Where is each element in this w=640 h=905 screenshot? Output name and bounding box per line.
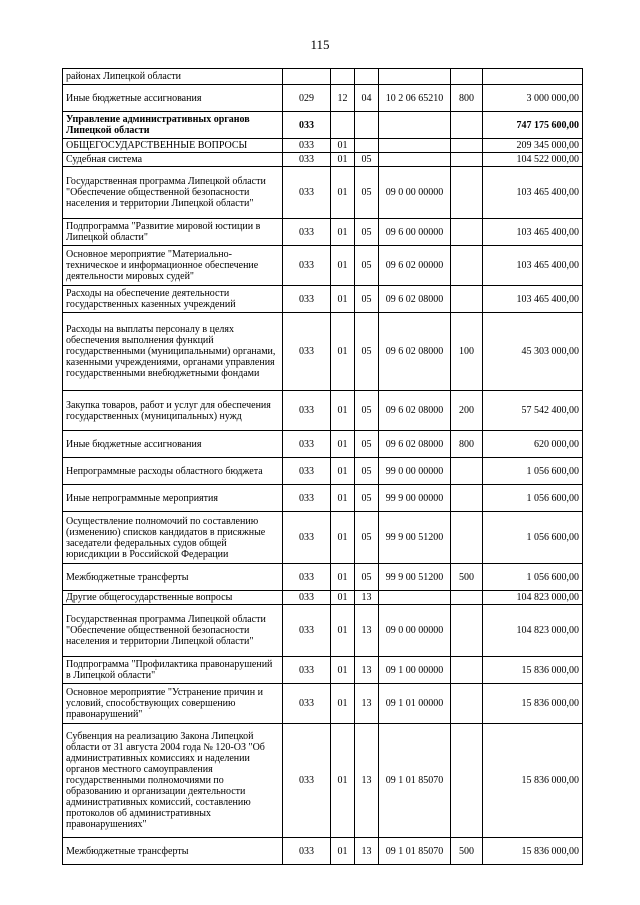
expense-type-code	[451, 139, 483, 153]
section-code: 01	[331, 591, 355, 605]
target-code	[379, 69, 451, 85]
subsection-code	[355, 69, 379, 85]
target-code	[379, 591, 451, 605]
row-name: Основное мероприятие "Устранение причин и условий, способствующих совершению правонарушений"	[63, 684, 283, 724]
target-code: 09 0 00 00000	[379, 605, 451, 657]
row-name: Государственная программа Липецкой области "Обеспечение общественной безопасности населения и территории Липецкой области"	[63, 605, 283, 657]
subsection-code: 05	[355, 564, 379, 591]
section-code: 01	[331, 512, 355, 564]
target-code: 99 9 00 51200	[379, 512, 451, 564]
amount: 1 056 600,00	[483, 458, 583, 485]
row-name: Закупка товаров, работ и услуг для обеспечения государственных (муниципальных) нужд	[63, 391, 283, 431]
page-number: 115	[310, 37, 330, 52]
expense-type-code: 500	[451, 564, 483, 591]
table-row	[63, 246, 583, 286]
table-row	[63, 591, 583, 605]
amount: 104 823 000,00	[483, 591, 583, 605]
section-code	[331, 112, 355, 139]
table-row	[63, 564, 583, 591]
ministry-code: 033	[283, 591, 331, 605]
section-code: 01	[331, 167, 355, 219]
table-row	[63, 458, 583, 485]
subsection-code: 05	[355, 153, 379, 167]
table-row	[63, 684, 583, 724]
amount: 1 056 600,00	[483, 512, 583, 564]
table-row	[63, 85, 583, 112]
ministry-code: 033	[283, 139, 331, 153]
ministry-code	[283, 69, 331, 85]
table-row	[63, 485, 583, 512]
amount: 103 465 400,00	[483, 246, 583, 286]
ministry-code: 033	[283, 153, 331, 167]
row-name: Непрограммные расходы областного бюджета	[63, 458, 283, 485]
ministry-code: 029	[283, 85, 331, 112]
ministry-code: 033	[283, 564, 331, 591]
target-code: 09 1 01 85070	[379, 838, 451, 865]
amount: 15 836 000,00	[483, 684, 583, 724]
section-code: 01	[331, 458, 355, 485]
expense-type-code: 200	[451, 391, 483, 431]
ministry-code: 033	[283, 458, 331, 485]
amount: 620 000,00	[483, 431, 583, 458]
target-code: 09 1 01 85070	[379, 724, 451, 838]
amount: 15 836 000,00	[483, 724, 583, 838]
budget-table	[62, 68, 583, 865]
target-code: 09 6 02 08000	[379, 431, 451, 458]
target-code	[379, 112, 451, 139]
amount: 15 836 000,00	[483, 657, 583, 684]
amount: 1 056 600,00	[483, 485, 583, 512]
subsection-code: 13	[355, 605, 379, 657]
table-row	[63, 167, 583, 219]
subsection-code: 13	[355, 591, 379, 605]
ministry-code: 033	[283, 512, 331, 564]
section-code: 01	[331, 286, 355, 313]
amount: 103 465 400,00	[483, 167, 583, 219]
amount: 45 303 000,00	[483, 313, 583, 391]
expense-type-code	[451, 512, 483, 564]
section-code: 01	[331, 485, 355, 512]
section-code: 01	[331, 313, 355, 391]
ministry-code: 033	[283, 286, 331, 313]
amount: 57 542 400,00	[483, 391, 583, 431]
expense-type-code	[451, 657, 483, 684]
row-name: Субвенция на реализацию Закона Липецкой области от 31 августа 2004 года № 120-ОЗ "Об административных комиссиях и наделении органов местного самоуправления государственными полномочиями по образованию и организации деятельности административных комиссий, составлению протоколов об административных правонарушениях"	[63, 724, 283, 838]
target-code: 99 9 00 51200	[379, 564, 451, 591]
row-name: Другие общегосударственные вопросы	[63, 591, 283, 605]
ministry-code: 033	[283, 431, 331, 458]
target-code	[379, 139, 451, 153]
subsection-code: 05	[355, 458, 379, 485]
subsection-code: 13	[355, 838, 379, 865]
expense-type-code: 800	[451, 85, 483, 112]
table-row	[63, 512, 583, 564]
target-code: 09 0 00 00000	[379, 167, 451, 219]
ministry-code: 033	[283, 167, 331, 219]
row-name: Подпрограмма "Развитие мировой юстиции в Липецкой области"	[63, 219, 283, 246]
ministry-code: 033	[283, 838, 331, 865]
subsection-code	[355, 139, 379, 153]
subsection-code: 05	[355, 485, 379, 512]
table-row	[63, 313, 583, 391]
table-row	[63, 838, 583, 865]
section-code: 01	[331, 657, 355, 684]
row-name: ОБЩЕГОСУДАРСТВЕННЫЕ ВОПРОСЫ	[63, 139, 283, 153]
target-code: 09 1 00 00000	[379, 657, 451, 684]
subsection-code: 13	[355, 684, 379, 724]
row-name: Иные бюджетные ассигнования	[63, 85, 283, 112]
section-code: 01	[331, 246, 355, 286]
ministry-code: 033	[283, 112, 331, 139]
subsection-code: 05	[355, 313, 379, 391]
subsection-code: 05	[355, 246, 379, 286]
expense-type-code: 800	[451, 431, 483, 458]
amount: 104 522 000,00	[483, 153, 583, 167]
target-code: 09 6 00 00000	[379, 219, 451, 246]
ministry-code: 033	[283, 657, 331, 684]
table-row	[63, 724, 583, 838]
section-code: 01	[331, 139, 355, 153]
table-row	[63, 139, 583, 153]
section-code: 01	[331, 431, 355, 458]
expense-type-code	[451, 219, 483, 246]
amount: 104 823 000,00	[483, 605, 583, 657]
target-code: 09 6 02 08000	[379, 391, 451, 431]
section-code: 01	[331, 605, 355, 657]
expense-type-code	[451, 724, 483, 838]
table-row	[63, 153, 583, 167]
subsection-code: 05	[355, 167, 379, 219]
row-name: районах Липецкой области	[63, 69, 283, 85]
table-row	[63, 69, 583, 85]
target-code: 99 9 00 00000	[379, 485, 451, 512]
amount: 15 836 000,00	[483, 838, 583, 865]
subsection-code: 05	[355, 391, 379, 431]
amount: 747 175 600,00	[483, 112, 583, 139]
expense-type-code: 500	[451, 838, 483, 865]
amount: 1 056 600,00	[483, 564, 583, 591]
ministry-code: 033	[283, 684, 331, 724]
table-row	[63, 391, 583, 431]
expense-type-code	[451, 286, 483, 313]
target-code	[379, 153, 451, 167]
row-name: Управление административных органов Липецкой области	[63, 112, 283, 139]
row-name: Подпрограмма "Профилактика правонарушений в Липецкой области"	[63, 657, 283, 684]
row-name: Иные непрограммные мероприятия	[63, 485, 283, 512]
ministry-code: 033	[283, 246, 331, 286]
amount: 209 345 000,00	[483, 139, 583, 153]
section-code: 01	[331, 153, 355, 167]
ministry-code: 033	[283, 605, 331, 657]
expense-type-code	[451, 684, 483, 724]
subsection-code: 13	[355, 657, 379, 684]
subsection-code: 05	[355, 512, 379, 564]
section-code: 01	[331, 564, 355, 591]
table-row	[63, 605, 583, 657]
expense-type-code	[451, 605, 483, 657]
section-code	[331, 69, 355, 85]
amount: 3 000 000,00	[483, 85, 583, 112]
subsection-code: 04	[355, 85, 379, 112]
amount: 103 465 400,00	[483, 286, 583, 313]
section-code: 01	[331, 838, 355, 865]
subsection-code: 05	[355, 286, 379, 313]
ministry-code: 033	[283, 485, 331, 512]
row-name: Государственная программа Липецкой области "Обеспечение общественной безопасности населения и территории Липецкой области"	[63, 167, 283, 219]
table-row	[63, 431, 583, 458]
amount: 103 465 400,00	[483, 219, 583, 246]
expense-type-code	[451, 153, 483, 167]
target-code: 10 2 06 65210	[379, 85, 451, 112]
target-code: 99 0 00 00000	[379, 458, 451, 485]
subsection-code: 05	[355, 219, 379, 246]
row-name: Расходы на выплаты персоналу в целях обеспечения выполнения функций государственными (муниципальными) органами, казенными учреждениями, органами управления государственными внебюджетными фондами	[63, 313, 283, 391]
target-code: 09 1 01 00000	[379, 684, 451, 724]
expense-type-code	[451, 246, 483, 286]
table-row	[63, 286, 583, 313]
row-name: Межбюджетные трансферты	[63, 838, 283, 865]
expense-type-code	[451, 591, 483, 605]
subsection-code	[355, 112, 379, 139]
section-code: 12	[331, 85, 355, 112]
row-name: Иные бюджетные ассигнования	[63, 431, 283, 458]
section-code: 01	[331, 391, 355, 431]
table-row	[63, 219, 583, 246]
subsection-code: 05	[355, 431, 379, 458]
table-row	[63, 112, 583, 139]
expense-type-code	[451, 69, 483, 85]
target-code: 09 6 02 00000	[379, 246, 451, 286]
ministry-code: 033	[283, 219, 331, 246]
section-code: 01	[331, 684, 355, 724]
row-name: Межбюджетные трансферты	[63, 564, 283, 591]
section-code: 01	[331, 724, 355, 838]
expense-type-code	[451, 485, 483, 512]
row-name: Расходы на обеспечение деятельности государственных казенных учреждений	[63, 286, 283, 313]
expense-type-code	[451, 167, 483, 219]
ministry-code: 033	[283, 391, 331, 431]
target-code: 09 6 02 08000	[379, 313, 451, 391]
expense-type-code	[451, 458, 483, 485]
subsection-code: 13	[355, 724, 379, 838]
section-code: 01	[331, 219, 355, 246]
expense-type-code	[451, 112, 483, 139]
row-name: Судебная система	[63, 153, 283, 167]
ministry-code: 033	[283, 313, 331, 391]
row-name: Осуществление полномочий по составлению (изменению) списков кандидатов в присяжные заседатели федеральных судов общей юрисдикции в Российской Федерации	[63, 512, 283, 564]
target-code: 09 6 02 08000	[379, 286, 451, 313]
ministry-code: 033	[283, 724, 331, 838]
row-name: Основное мероприятие "Материально-техническое и информационное обеспечение деятельности мировых судей"	[63, 246, 283, 286]
expense-type-code: 100	[451, 313, 483, 391]
table-row	[63, 657, 583, 684]
amount	[483, 69, 583, 85]
